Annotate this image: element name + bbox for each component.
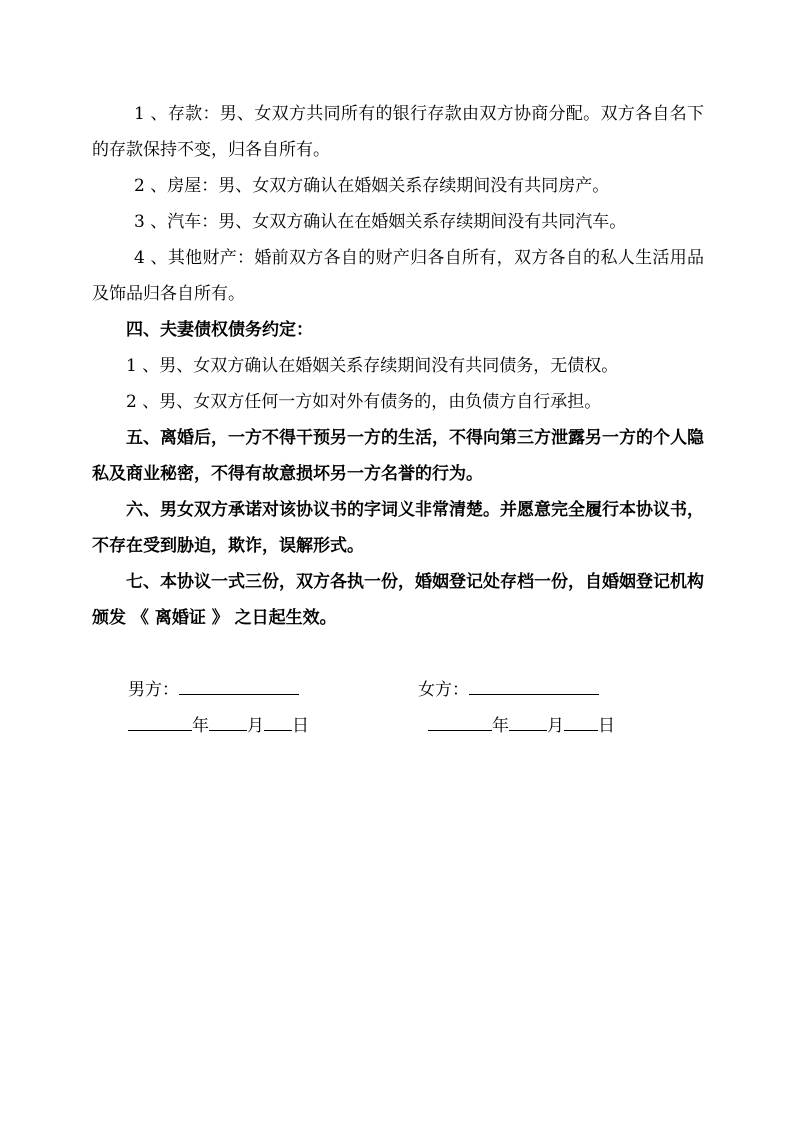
property-item-car: 3 、汽车：男、女双方确认在在婚姻关系存续期间没有共同汽车。 (134, 212, 627, 232)
debt-item-1: 1 、男、女双方确认在婚姻关系存续期间没有共同债务，无债权。 (126, 356, 619, 376)
property-item-house: 2 、房屋：男、女双方确认在婚姻关系存续期间没有共同房产。 (134, 176, 610, 196)
female-day-label: 日 (598, 716, 615, 736)
male-day-label: 日 (292, 716, 309, 736)
male-month-blank[interactable] (209, 714, 247, 731)
female-day-blank[interactable] (564, 714, 598, 731)
male-signature-line[interactable] (179, 678, 299, 695)
female-label: 女方： (418, 680, 469, 700)
female-date-row (428, 714, 615, 738)
male-month-label: 月 (247, 716, 264, 736)
male-label: 男方： (128, 680, 179, 700)
male-year-label: 年 (192, 716, 209, 736)
property-item-other: 4 、其他财产：婚前双方各自的财产归各自所有，双方各自的私人生活用品及饰品归各自所有。 (92, 248, 704, 304)
male-day-blank[interactable] (264, 714, 292, 731)
male-date-row (128, 714, 309, 738)
female-signature-row (418, 678, 599, 702)
clause-five: 五、离婚后，一方不得干预另一方的生活，不得向第三方泄露另一方的个人隐私及商业秘密，不得有故意损坏另一方名誉的行为。 (92, 428, 704, 484)
male-year-blank[interactable] (128, 714, 192, 731)
female-year-blank[interactable] (428, 714, 492, 731)
debt-item-2: 2 、男、女双方任何一方如对外有债务的，由负债方自行承担。 (126, 392, 602, 412)
clause-seven: 七、本协议一式三份，双方各执一份，婚姻登记处存档一份，自婚姻登记机构颁发 《 离婚证 》 之日起生效。 (92, 572, 704, 628)
female-month-blank[interactable] (509, 714, 547, 731)
female-signature-line[interactable] (469, 678, 599, 695)
debt-heading: 四、夫妻债权债务约定： (126, 320, 313, 340)
property-item-deposit: 1 、存款：男、女双方共同所有的银行存款由双方协商分配。双方各自名下的存款保持不变，归各自所有。 (92, 104, 704, 160)
female-year-label: 年 (492, 716, 509, 736)
female-month-label: 月 (547, 716, 564, 736)
clause-six: 六、男女双方承诺对该协议书的字词义非常清楚。并愿意完全履行本协议书，不存在受到胁迫，欺诈，误解形式。 (92, 500, 704, 556)
male-signature-row (128, 678, 299, 702)
